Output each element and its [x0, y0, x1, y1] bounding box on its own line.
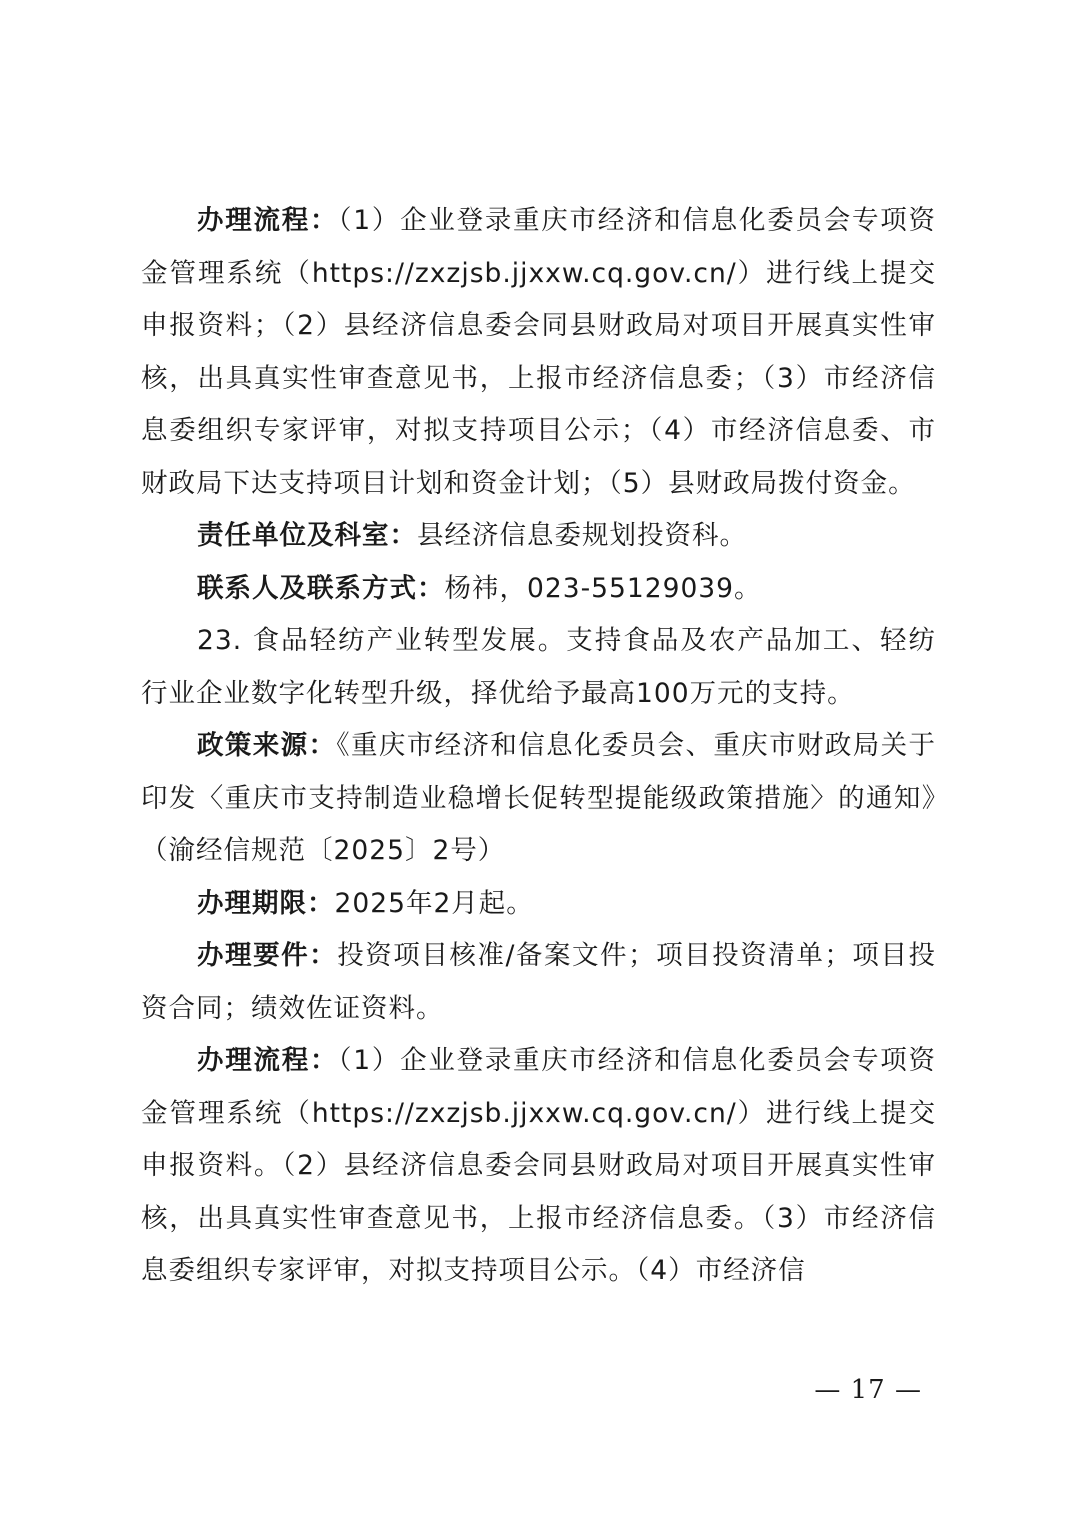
process-text: （1）企业登录重庆市经济和信息化委员会专项资金管理系统（https://zxzjsb.jjxxw.cq.gov.cn/）进行线上提交申报资料；（2）县经济信息委会同县财政局对项目开展真实性审核，出具真实性审查意见书，上报市经济信息委；（3）市经济信息委组织专家评审，对拟支持项目公示；（4）市经济信息委、市财政局下达支持项目计划和资金计划；（5）县财政局拨付资金。 [141, 205, 936, 499]
page-number: — 17 — [814, 1375, 922, 1405]
contact-text: 杨祎，023-55129039。 [444, 572, 762, 604]
paragraph-contact [141, 563, 936, 616]
paragraph-policy-source [141, 720, 936, 878]
paragraph-responsible-unit [141, 510, 936, 563]
process-text: （1）企业登录重庆市经济和信息化委员会专项资金管理系统（https://zxzjsb.jjxxw.cq.gov.cn/）进行线上提交申报资料。（2）县经济信息委会同县财政局对项目开展真实性审核，出具真实性审查意见书，上报市经济信息委。（3）市经济信息委组织专家评审，对拟支持项目公示。（4）市经济信 [141, 1045, 936, 1286]
process-label: 办理流程： [197, 1045, 339, 1076]
responsible-unit-label: 责任单位及科室： [197, 520, 417, 551]
requirements-label: 办理要件： [197, 940, 338, 971]
item-23-text: 23. 食品轻纺产业转型发展。支持食品及农产品加工、轻纺行业企业数字化转型升级，择优给予最高100万元的支持。 [141, 625, 936, 709]
paragraph-process-1 [141, 195, 936, 510]
paragraph-requirements [141, 930, 936, 1035]
paragraph-deadline [141, 878, 936, 931]
responsible-unit-text: 县经济信息委规划投资科。 [417, 520, 747, 551]
requirements-text: 投资项目核准/备案文件；项目投资清单；项目投资合同；绩效佐证资料。 [141, 940, 937, 1024]
deadline-text: 2025年2月起。 [334, 887, 534, 919]
paragraph-item-23 [141, 615, 936, 720]
policy-source-text: 《重庆市经济和信息化委员会、重庆市财政局关于印发〈重庆市支持制造业稳增长促转型提能级政策措施〉的通知》（渝经信规范〔2025〕2号） [141, 730, 936, 866]
paragraph-process-2 [141, 1035, 936, 1298]
process-label: 办理流程： [197, 205, 339, 236]
deadline-label: 办理期限： [197, 887, 335, 919]
document-body [141, 195, 936, 1298]
contact-label: 联系人及联系方式： [197, 572, 445, 604]
policy-source-label: 政策来源： [197, 730, 337, 761]
